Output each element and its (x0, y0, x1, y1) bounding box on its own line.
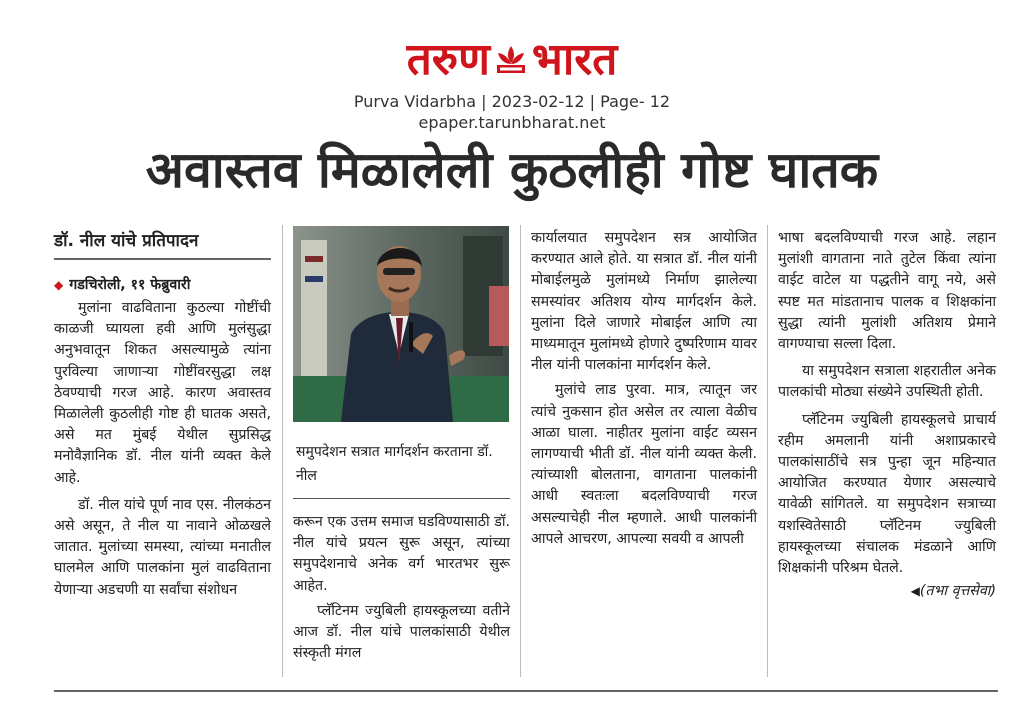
speaker-photo (293, 226, 509, 422)
column-1 (54, 298, 271, 601)
col3-para-1: कार्यालयात समुपदेशन सत्र आयोजित करण्यात आले होते. या सत्रात डॉ. नील यांनी मोबाईलमुळे मुलांमध्ये निर्माण झालेल्या समस्यांवर अतिशय योग्य मार्गदर्शन केले. मुलांना दिले जाणारे मोबाईल आणि त्या माध्यमातून मुलांमध्ये होणारे दुष्परिणाम यावर नील यांनी पालकांना मार्गदर्शन केले. (531, 230, 757, 374)
subhead-rule (54, 258, 271, 260)
column-4 (778, 228, 996, 602)
dateline (54, 275, 190, 294)
col4-para-1: भाषा बदलविण्याची गरज आहे. लहान मुलांशी वागताना नाते तुटेल किंवा त्यांना वाईट वाटेल या पद्धतीने वागू नये, असे स्पष्ट मत मांडतानाच पालक व शिक्षकांना सुद्धा त्यांनी मुलांशी अतिशय प्रेमाने वागण्याचा सल्ला दिला. (778, 230, 996, 353)
lotus-emblem-icon (494, 43, 528, 77)
dateline-text: गडचिरोली, ११ फेब्रुवारी (69, 277, 191, 293)
article-subhead: डॉ. नील यांचे प्रतिपादन (54, 231, 199, 251)
col2-para-2: प्लॅटिनम ज्युबिली हायस्कूलच्या वतीने आज डॉ. नील यांचे पालकांसाठी येथील संस्कृती मंगल (293, 602, 510, 662)
edition-line: Purva Vidarbha | 2023-02-12 | Page- 12 (353, 92, 671, 111)
triangle-left-icon: ◀ (910, 584, 920, 599)
photo-caption: समुपदेशन सत्रात मार्गदर्शन करताना डॉ. नील (296, 444, 493, 484)
website-url: epaper.tarunbharat.net (418, 113, 606, 132)
article-headline: अवास्तव मिळालेली कुठलीही गोष्ट घातक (145, 141, 879, 199)
speaker-photo-illustration (293, 226, 509, 422)
col1-para-1: मुलांना वाढविताना कुठल्या गोष्टींची काळजी घ्यायला हवी आणि मुलंसुद्धा अनुभवातून शिकत असल्यामुळे त्यांना पुरविल्या जाणाऱ्या गोष्टींवरसुद्धा लक्ष ठेवण्याची गरज आहे. कारण अवास्तव मिळालेली कुठलीही गोष्ट ही घातक असते, असे मत मुंबई येथील सुप्रसिद्ध मनोवैज्ञानिक डॉ. नील यांनी व्यक्त केले आहे. (54, 300, 271, 486)
col1-para-2: डॉ. नील यांचे पूर्ण नाव एस. नीलकंठन असे असून, ते नील या नावाने ओळखले जातात. मुलांच्या समस्या, त्यांच्या मनातील घालमेल आणि पालकांना मुलं वाढविताना येणाऱ्या अडचणी या सर्वांचा संशोधन (54, 496, 271, 598)
column-2 (293, 512, 510, 664)
bottom-rule (54, 690, 998, 692)
credit-line (778, 581, 996, 602)
col4-para-3: प्लॅटिनम ज्युबिली हायस्कूलचे प्राचार्य रहीम अमलानी यांनी अशाप्रकारचे पालकांसाठींचे सत्र पुन्हा जून महिन्यात आयोजित करण्यात येणार असल्याचे यावेळी सांगितले. या समुपदेशन सत्राच्या यशस्वितेसाठी प्लॅटिनम ज्युबिली हायस्कूलच्या संचालक मंडळाने आणि शिक्षकांनी परिश्रम घेतले. (778, 411, 996, 577)
col2-para-1: करून एक उत्तम समाज घडविण्यासाठी डॉ. नील यांचे प्रयत्न सुरू असून, त्यांच्या समुपदेशनाचे अनेक वर्ग भारतभर सुरू आहेत. (293, 514, 510, 594)
column-divider-2 (520, 225, 521, 677)
logo-word-left: तरुण (406, 34, 490, 85)
col4-para-2: या समुपदेशन सत्राला शहरातील अनेक पालकांची मोठ्या संख्येने उपस्थिती होती. (778, 363, 996, 401)
diamond-bullet-icon: ◆ (54, 278, 64, 292)
caption-rule (293, 498, 510, 499)
column-3 (531, 228, 757, 550)
column-divider-3 (767, 225, 768, 677)
col3-para-2: मुलांचे लाड पुरवा. मात्र, त्यातून जर त्यांचे नुकसान होत असेल तर त्याला वेळीच आळा घाला. नाहीतर मुलांना वाईट व्यसन लागण्याची भीती डॉ. नील यांनी व्यक्त केली. त्यांच्याशी बोलताना, वागताना पालकांनी आधी स्वतःला बदलविण्याची गरज असल्याचेही नील म्हणाले. आधी पालकांनी आपले आचरण, आपल्या सवयी व आपली (531, 382, 757, 547)
masthead (0, 36, 1024, 84)
newspaper-logo (407, 36, 618, 84)
news-service-credit: (तभा वृत्तसेवा) (919, 583, 996, 600)
logo-word-right: भारत (531, 34, 618, 85)
column-divider (282, 225, 283, 677)
